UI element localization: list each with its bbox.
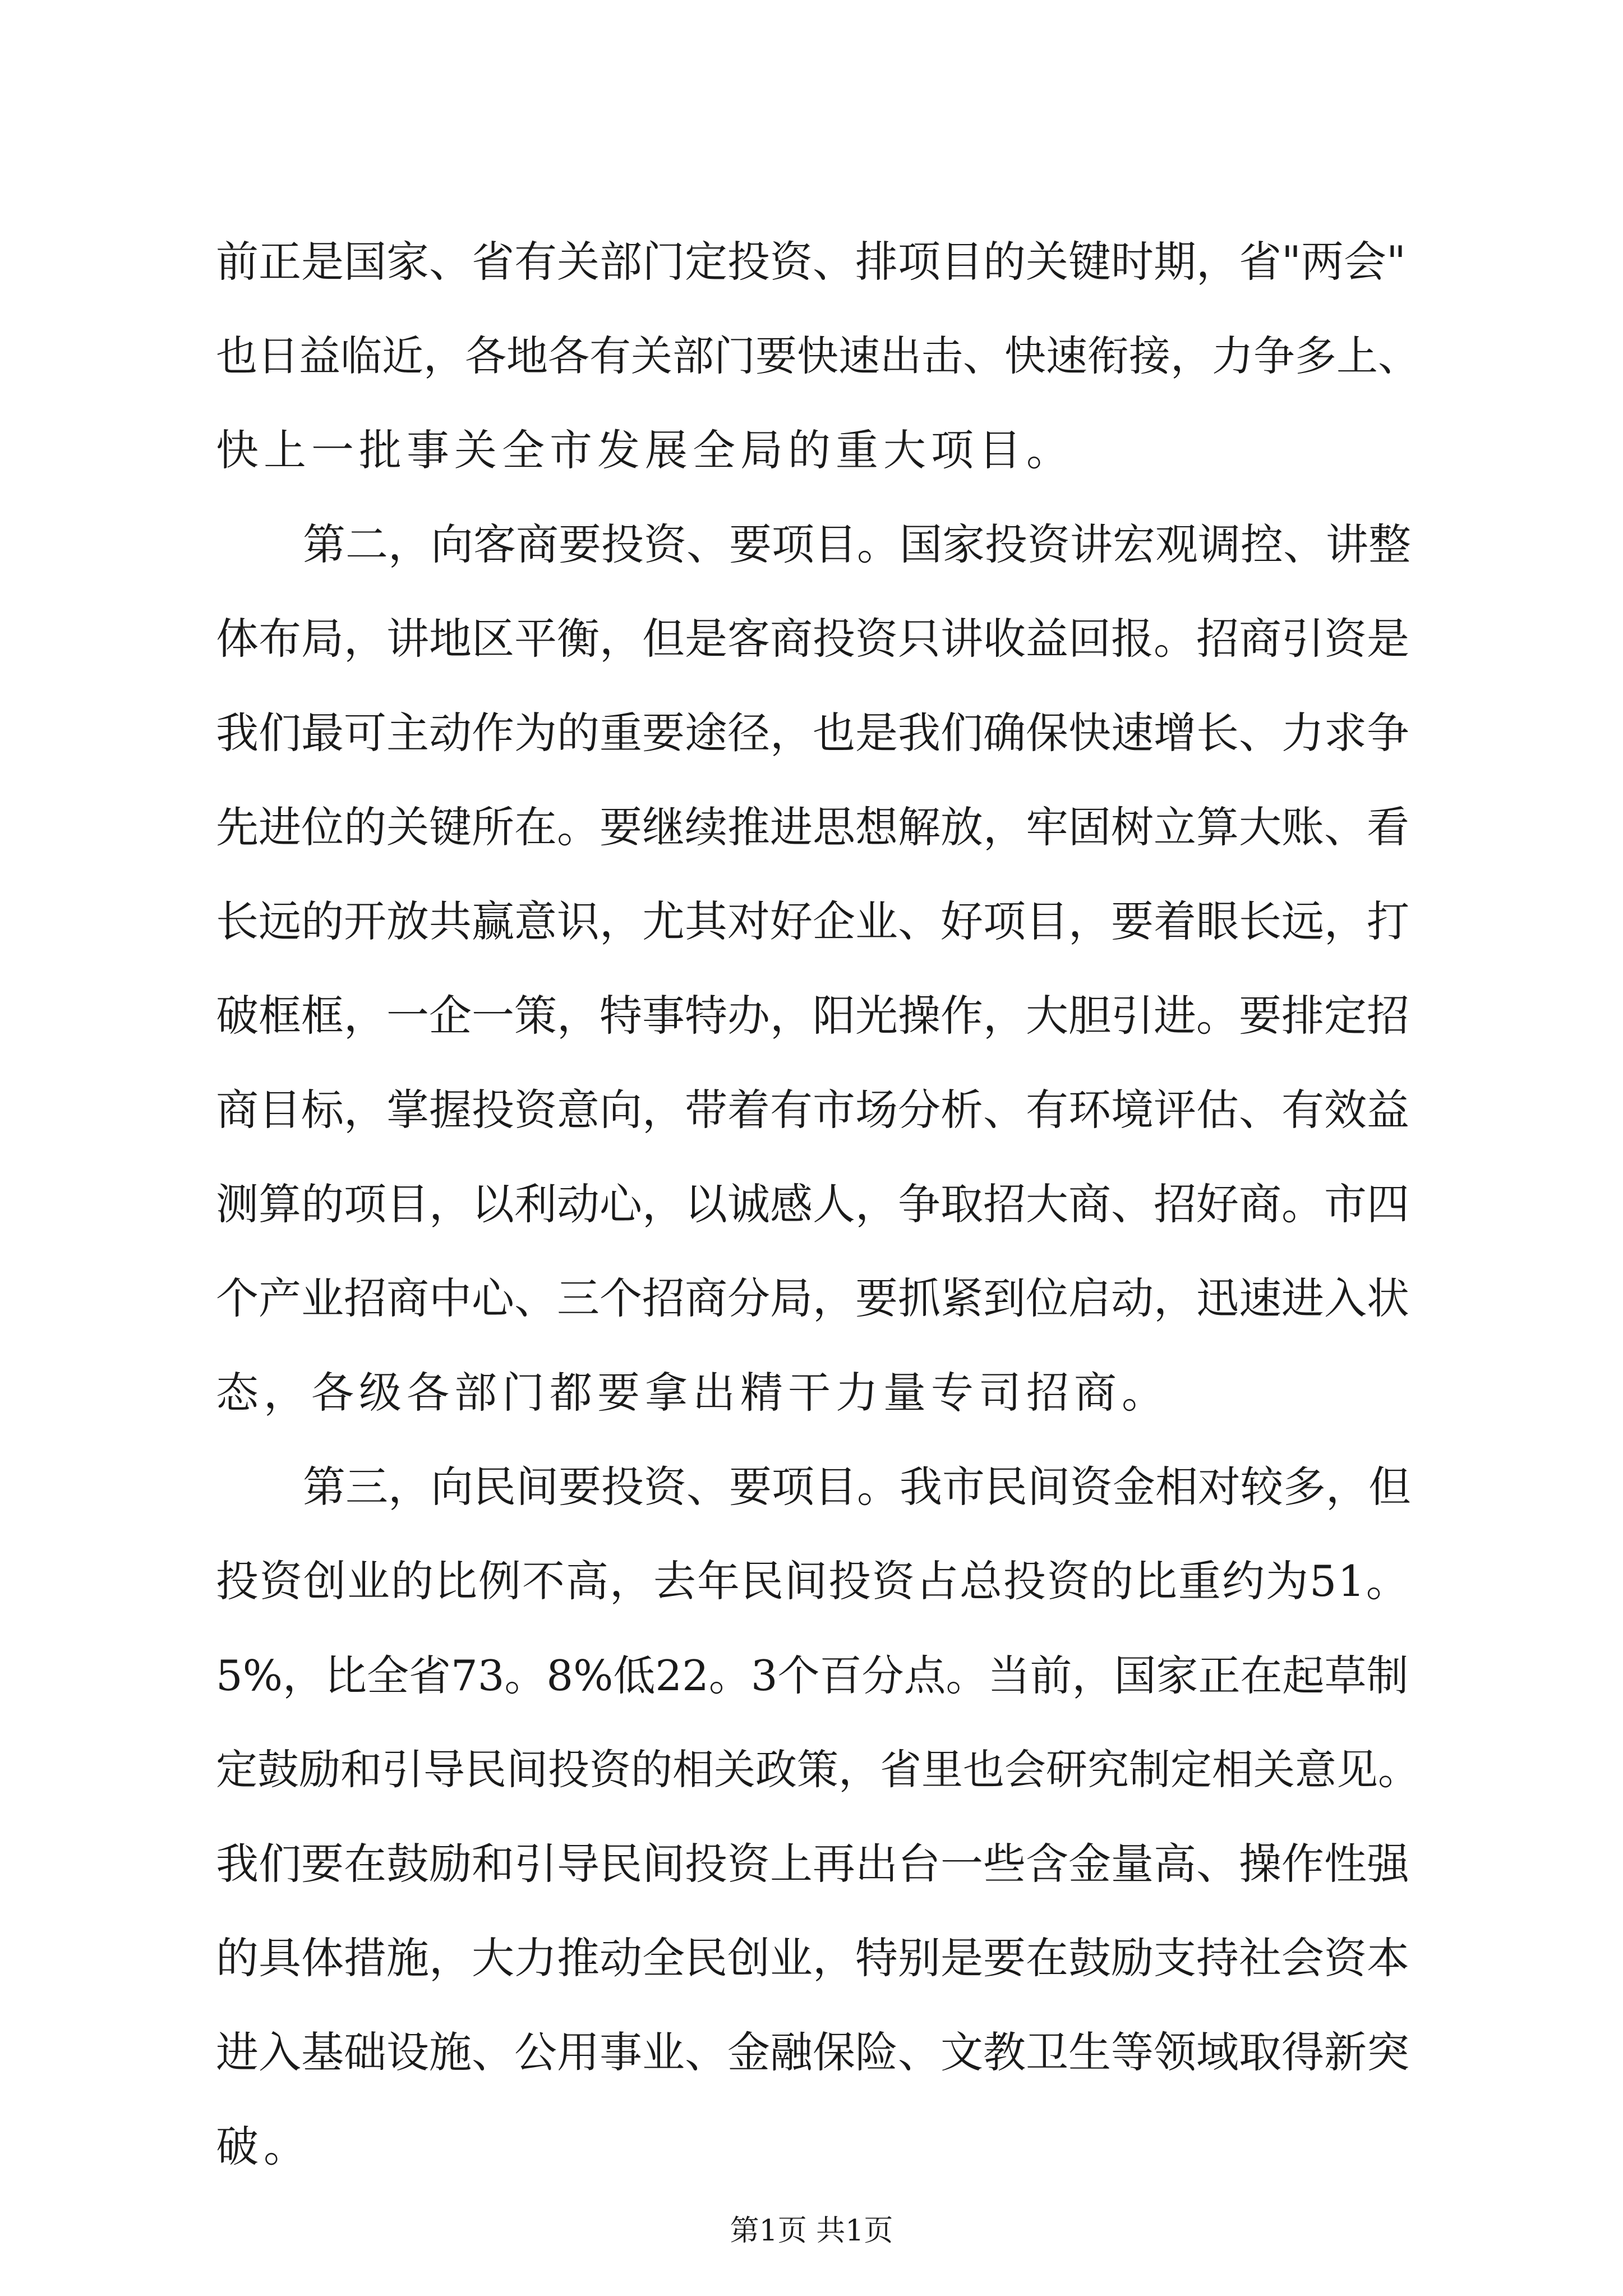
text-line: 长远的开放共赢意识，尤其对好企业、好项目，要着眼长远，打 [216,896,1409,946]
text-line: 商目标，掌握投资意向，带着有市场分析、有环境评估、有效益 [216,1085,1409,1135]
text-line: 也日益临近，各地各有关部门要快速出击、快速衔接，力争多上、 [216,332,1419,380]
text-line: 体布局，讲地区平衡，但是客商投资只讲收益回报。招商引资是 [216,614,1409,664]
text-line: 投资创业的比例不高，去年民间投资占总投资的比重约为51。 [216,1556,1410,1606]
text-line: 破框框，一企一策，特事特办，阳光操作，大胆引进。要排定招 [216,991,1409,1041]
page-footer: 第1页 共1页 [730,2214,893,2248]
text-line: 态，各级各部门都要拿出精干力量专司招商。 [216,1368,1169,1418]
text-line: 我们最可主动作为的重要途径，也是我们确保快速增长、力求争 [216,708,1409,758]
text-line: 5%，比全省73。8%低22。3个百分点。当前，国家正在起草制 [216,1651,1409,1700]
text-line: 我们要在鼓励和引导民间投资上再出台一些含金量高、操作性强 [216,1839,1409,1889]
text-line: 先进位的关键所在。要继续推进思想解放，牢固树立算大账、看 [216,802,1409,852]
text-line: 定鼓励和引导民间投资的相关政策，省里也会研究制定相关意见。 [216,1746,1419,1794]
text-line: 的具体措施，大力推动全民创业，特别是要在鼓励支持社会资本 [216,1933,1409,1983]
text-line: 进入基础设施、公用事业、金融保险、文教卫生等领域取得新突 [216,2027,1409,2077]
text-line: 破。 [216,2122,311,2171]
text-line: 前正是国家、省有关部门定投资、排项目的关键时期，省"两会" [216,237,1406,287]
text-line: 个产业招商中心、三个招商分局，要抓紧到位启动，迅速进入状 [216,1273,1409,1323]
text-line: 测算的项目，以利动心，以诚感人，争取招大商、招好商。市四 [216,1179,1409,1229]
text-line: 快上一批事关全市发展全局的重大项目。 [216,425,1074,475]
paragraph-start-line: 第三，向民间要投资、要项目。我市民间资金相对较多，但 [303,1462,1411,1512]
paragraph-start-line: 第二，向客商要投资、要项目。国家投资讲宏观调控、讲整 [303,519,1411,569]
